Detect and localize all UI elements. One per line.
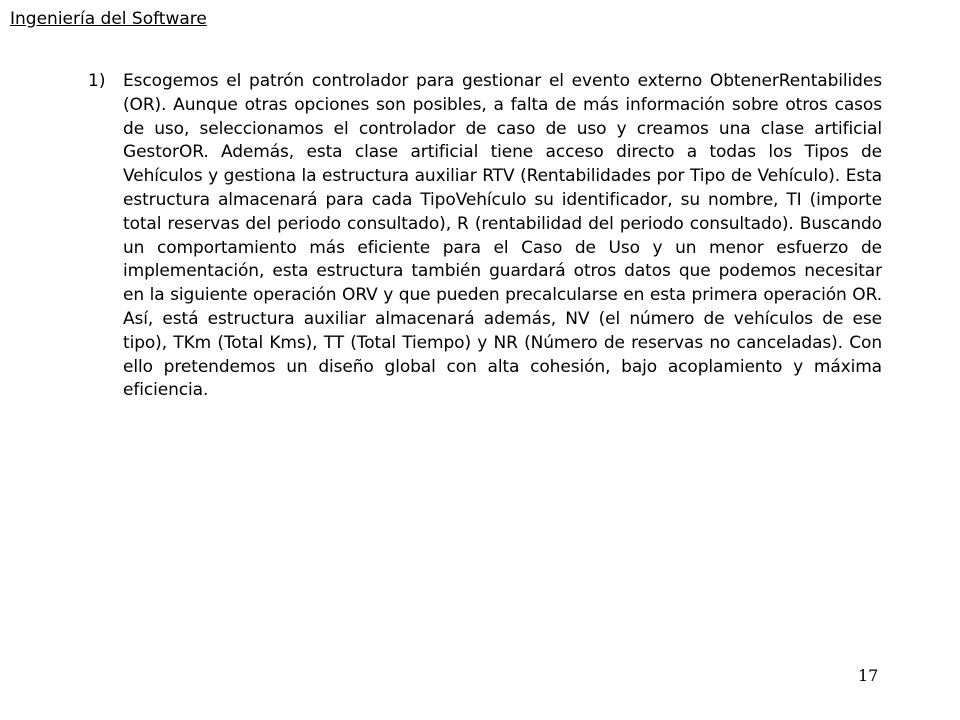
list-item — [88, 70, 882, 403]
list-item-number: 1) — [88, 71, 106, 91]
page-header-title: Ingeniería del Software — [10, 9, 207, 29]
page-number: 17 — [858, 666, 879, 685]
list-item-paragraph: Escogemos el patrón controlador para gestionar el evento externo ObtenerRentabilides (OR). Aunque otras opciones son posibles, a falta de más información sobre otros casos de uso, seleccionamos el controlador de caso de uso y creamos una clase artificial GestorOR. Además, esta clase artificial tiene acceso directo a todas los Tipos de Vehículos y gestiona la estructura auxiliar RTV (Rentabilidades por Tipo de Vehículo). Esta estructura almacenará para cada TipoVehículo su identificador, su nombre, TI (importe total reservas del periodo consultado), R (rentabilidad del periodo consultado). Buscando un comportamiento más eficiente para el Caso de Uso y un menor esfuerzo de implementación, esta estructura también guardará otros datos que podemos necesitar en la siguiente operación ORV y que pueden precalcularse en esta primera operación OR. Así, está estructura auxiliar almacenará además, NV (el número de vehículos de ese tipo), TKm (Total Kms), TT (Total Tiempo) y NR (Número de reservas no canceladas). Con ello pretendemos un diseño global con alta cohesión, bajo acoplamiento y máxima eficiencia. — [123, 71, 882, 401]
